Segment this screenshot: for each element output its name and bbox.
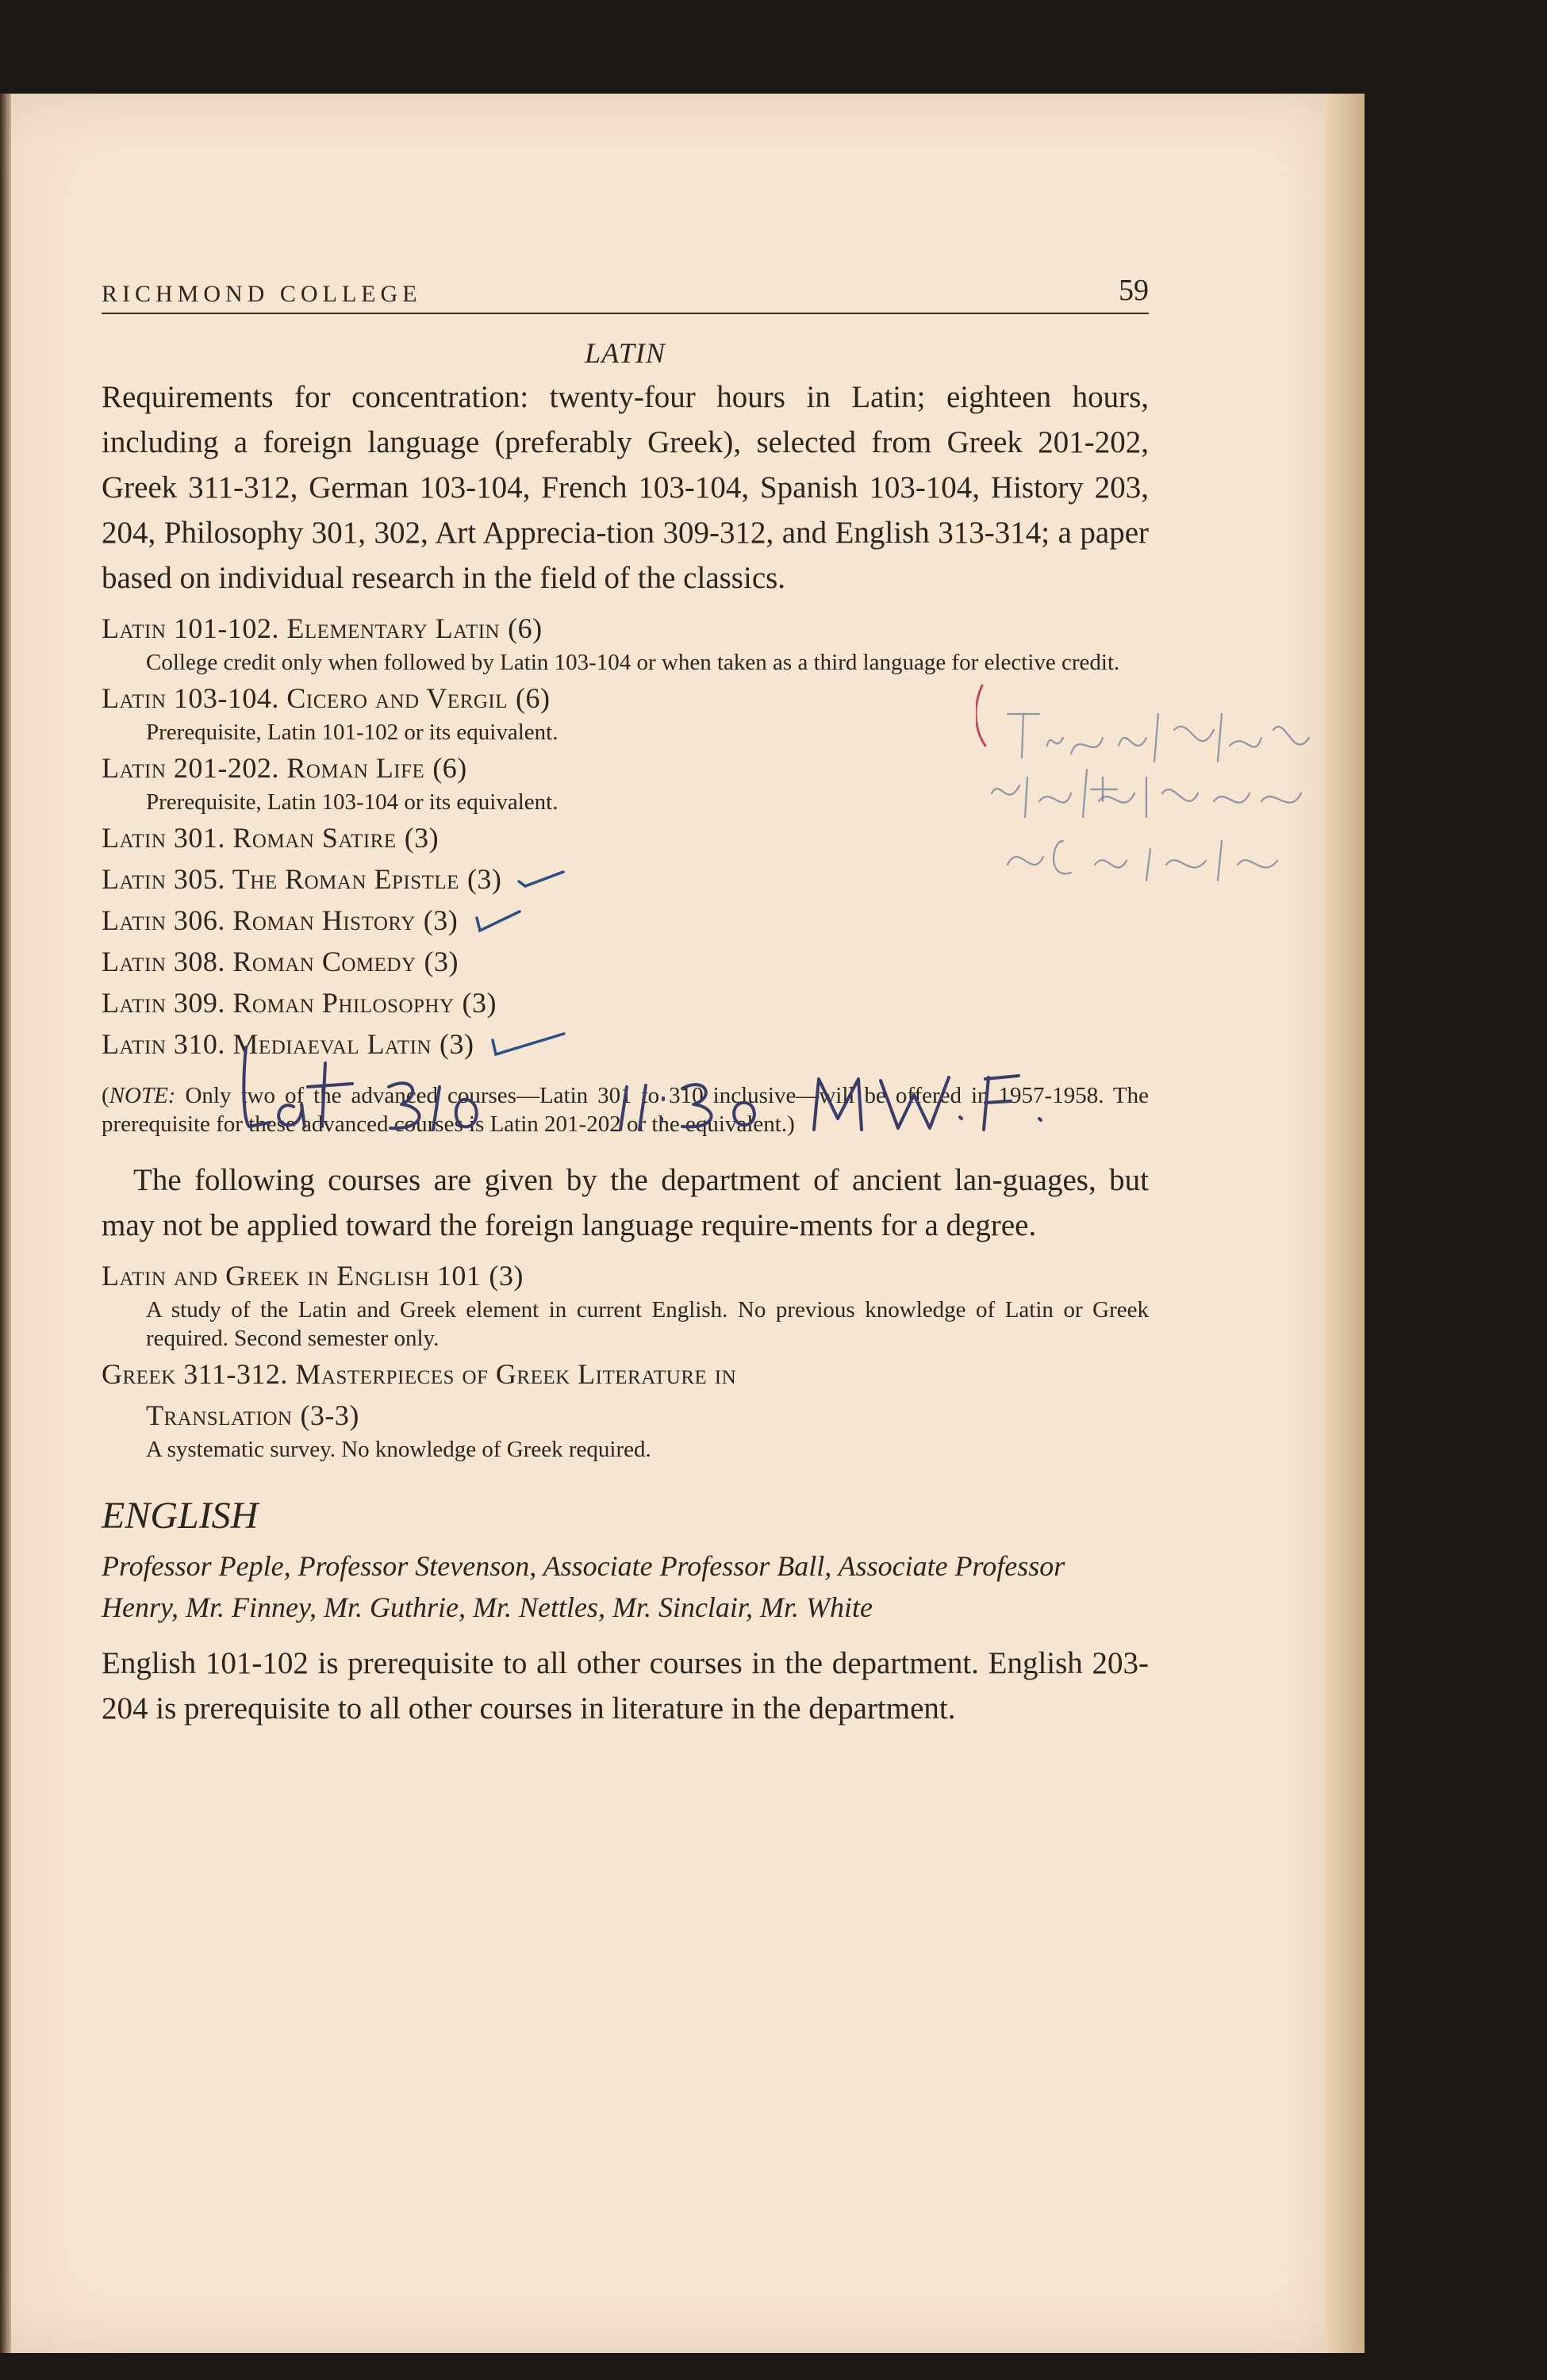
course-note: A systematic survey. No knowledge of Greek required.: [146, 1437, 651, 1462]
running-title: RICHMOND COLLEGE: [102, 281, 422, 307]
course-name: Greek 311-312. Masterpieces of Greek Literature in: [102, 1358, 737, 1390]
running-header: [102, 268, 1149, 314]
course-name: Latin 309. Roman Philosophy: [102, 987, 455, 1019]
course-note: A study of the Latin and Greek element in current English. No previous knowledge of Latin or Greek required. Second semester only.: [146, 1297, 1149, 1351]
latin-section-title: LATIN: [585, 337, 666, 369]
course-name: Latin 305. The Roman Epistle: [102, 863, 459, 895]
course-name: Latin 201-202. Roman Life: [102, 752, 425, 784]
course-latin-309: [102, 983, 1149, 1023]
book-spine: [0, 94, 11, 2353]
course-hours: (6): [516, 682, 551, 714]
course-latin-305: [102, 859, 1149, 899]
course-note: Prerequisite, Latin 101-102 or its equivalent.: [146, 720, 559, 745]
course-greek-311-continued: [146, 1395, 1149, 1435]
course-name: Latin 306. Roman History: [102, 904, 416, 936]
latin-requirements: Requirements for concentration: twenty-four hours in Latin; eighteen hours, including a foreign language (preferably Greek), selected from Greek 201-202, Greek 311-312, German 103-104, French 103-104, Spanish 103-104, History 203, 204, Philosophy 301, 302, Art Apprecia-tion 309-312, and English 313-314; a paper based on individual research in the field of the classics.: [102, 380, 1149, 595]
page-number: 59: [1119, 274, 1149, 307]
course-name: Latin 308. Roman Comedy: [102, 946, 416, 977]
course-greek-311: [102, 1354, 1149, 1394]
course-hours: (3): [440, 1028, 474, 1060]
course-name: Latin 103-104. Cicero and Vergil: [102, 682, 509, 714]
course-latin-301: [102, 818, 1149, 858]
course-note: Prerequisite, Latin 103-104 or its equivalent.: [146, 789, 559, 815]
course-name: Latin and Greek in English 101: [102, 1260, 482, 1292]
advanced-note: (NOTE: Only two of the advanced courses—Latin 301 to 310 inclusive—will be offered in 1957-1958. The prerequisite for these advanced courses is Latin 201-202 or the equivalent.): [102, 1083, 1149, 1137]
course-latin-greek-english-101: [102, 1256, 1149, 1296]
course-hours: (3): [489, 1260, 524, 1292]
course-hours: (3): [466, 863, 502, 895]
page-edge: [1325, 94, 1365, 2353]
course-latin-308: [102, 942, 1149, 981]
english-faculty: Professor Peple, Professor Stevenson, Associate Professor Ball, Associate Professor Henry, Mr. Finney, Mr. Guthrie, Mr. Nettles, Mr. Sinclair, Mr. White: [102, 1550, 1065, 1623]
checkmark-icon: [516, 866, 566, 892]
course-latin-201: [102, 748, 1149, 788]
ancient-languages-intro: The following courses are given by the department of ancient lan-guages, but may not be applied toward the foreign language require-ments for a degree.: [102, 1163, 1149, 1242]
course-name-continued: Translation: [146, 1399, 293, 1431]
course-name: Latin 101-102. Elementary Latin: [102, 612, 501, 644]
course-hours: (3-3): [300, 1399, 359, 1431]
course-hours: (3): [423, 904, 459, 936]
course-latin-306: [102, 900, 1149, 940]
course-latin-101: [102, 608, 1149, 648]
checkmark-icon: [488, 1031, 567, 1058]
checkmark-icon: [472, 907, 523, 934]
course-hours: (3): [462, 987, 497, 1019]
note-label: NOTE:: [109, 1083, 176, 1108]
course-name: Latin 301. Roman Satire: [102, 822, 397, 854]
english-prerequisites: English 101-102 is prerequisite to all other courses in the department. English 203-204 is prerequisite to all other courses in literature in the department.: [102, 1646, 1149, 1726]
course-name: Latin 310. Mediaeval Latin: [102, 1028, 432, 1060]
course-latin-103: [102, 678, 1149, 718]
course-hours: (6): [508, 612, 543, 644]
note-text: Only two of the advanced courses—Latin 301 to 310 inclusive—will be offered in 1957-1958. The prerequisite for these advanced courses is Latin 201-202 or the equivalent.): [102, 1083, 1149, 1137]
page-content: [102, 268, 1149, 1731]
course-note: College credit only when followed by Latin 103-104 or when taken as a third language for elective credit.: [146, 650, 1120, 675]
english-section-title: ENGLISH: [102, 1495, 259, 1537]
course-hours: (3): [424, 946, 459, 977]
course-latin-310: [102, 1024, 1149, 1064]
course-hours: (3): [404, 822, 440, 854]
course-hours: (6): [432, 752, 467, 784]
